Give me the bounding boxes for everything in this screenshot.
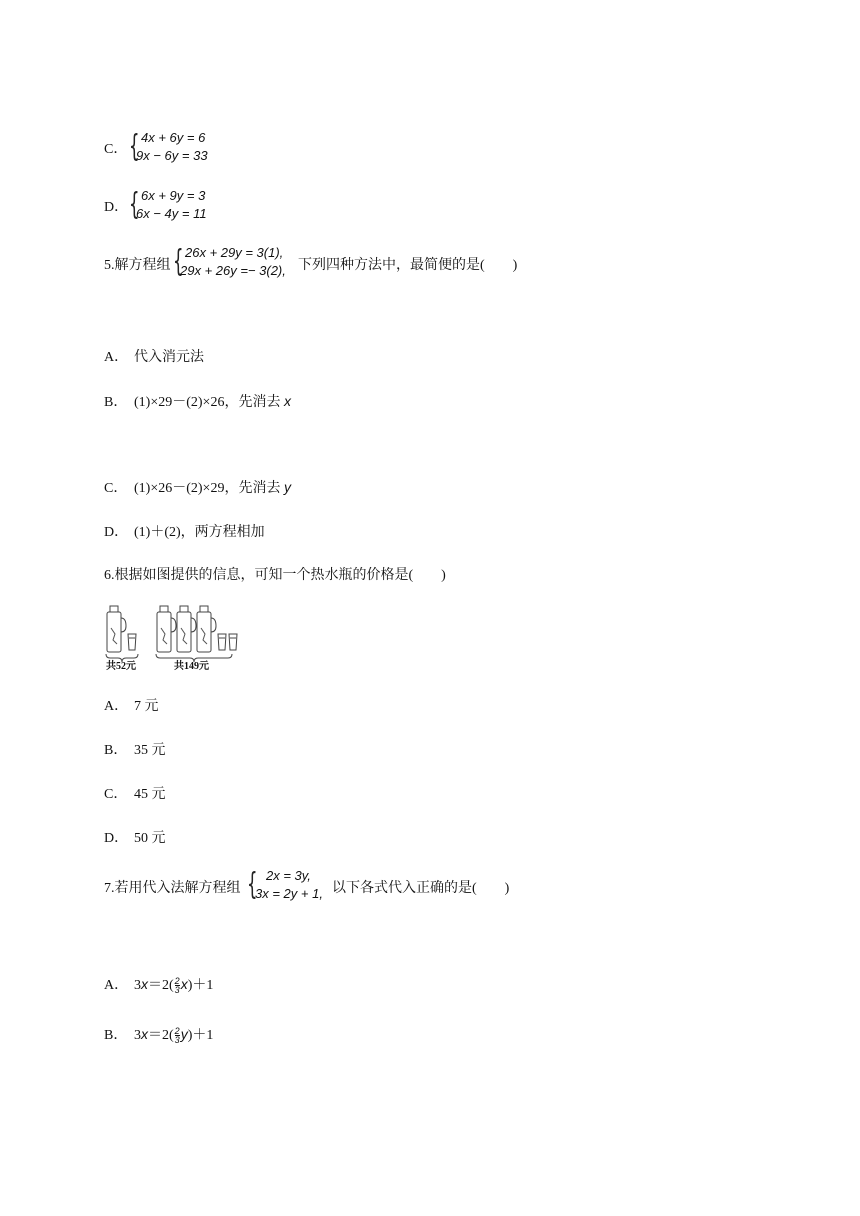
option-a-label: A． [104, 978, 129, 993]
option-b-label: B． [104, 395, 128, 410]
equation-line: 4x + 6y = 6 [141, 130, 206, 145]
option-d-label: D． [104, 525, 129, 540]
brace-icon: { [247, 867, 258, 902]
option-a-expression [134, 974, 213, 994]
option-c-label: C． [104, 142, 128, 157]
denominator: 3 [174, 1035, 180, 1046]
equation-line: 29x + 26y =− 3(2), [180, 263, 286, 278]
equation-line: 9x − 6y = 33 [136, 148, 208, 163]
option-b-text: 35 元 [134, 743, 166, 758]
question-7-prefix: 7.若用代入法解方程组 [104, 881, 241, 896]
option-a-label: A． [104, 699, 129, 714]
fraction [175, 977, 180, 994]
brace-icon: { [129, 129, 140, 164]
denominator: 3 [174, 985, 180, 996]
equation-line: 2x = 3y, [266, 868, 311, 883]
question-7-suffix: 以下各式代入正确的是( ) [332, 881, 510, 896]
option-a-text: 代入消元法 [134, 350, 204, 365]
brace-icon: { [173, 244, 184, 279]
expr-part: ＝2( [148, 978, 174, 993]
brace-icon: { [129, 187, 140, 222]
option-text: (1)×26－(2)×29，先消去 [134, 481, 281, 496]
variable: x [180, 976, 188, 992]
option-b-label: B． [104, 743, 128, 758]
figure-caption-right: 共149元 [174, 661, 209, 672]
option-d-label: D． [104, 831, 129, 846]
expr-part: )＋1 [187, 978, 214, 993]
thermos-handle [121, 618, 126, 632]
question-5-prefix: 5.解方程组 [104, 258, 171, 273]
question-6-text: 6.根据如图提供的信息，可知一个热水瓶的价格是( ) [104, 568, 446, 583]
variable: x [141, 1026, 148, 1042]
thermos-figure [104, 604, 244, 674]
equation-line: 3x = 2y + 1, [255, 886, 323, 901]
expr-part: )＋1 [187, 1028, 214, 1043]
option-d-text: 50 元 [134, 831, 166, 846]
expr-part: ＝2( [148, 1028, 174, 1043]
option-c-label: C． [104, 787, 128, 802]
equation-line: 6x + 9y = 3 [141, 188, 206, 203]
question-5-suffix: 下列四种方法中，最简便的是( ) [298, 258, 518, 273]
variable: y [283, 479, 291, 495]
variable: x [283, 393, 291, 409]
option-b-text [134, 391, 291, 411]
figure-caption-left: 共52元 [106, 661, 136, 672]
option-d-label: D． [104, 200, 129, 215]
numerator: 2 [174, 1026, 180, 1037]
cup-icon [128, 634, 136, 650]
thermos-row [157, 606, 216, 652]
option-b-expression [134, 1024, 213, 1044]
option-a-label: A． [104, 350, 129, 365]
variable: y [180, 1026, 188, 1042]
equation-line: 26x + 29y = 3(1), [185, 245, 284, 260]
thermos-cap [110, 606, 118, 612]
equation-line: 6x − 4y = 11 [136, 206, 207, 221]
option-c-text: 45 元 [134, 787, 166, 802]
option-text: (1)×29－(2)×26，先消去 [134, 395, 281, 410]
variable: x [141, 976, 148, 992]
option-c-text [134, 477, 291, 497]
expr-part: 3 [134, 1028, 141, 1043]
option-d-text: (1)＋(2)，两方程相加 [134, 525, 265, 540]
expr-part: 3 [134, 978, 141, 993]
numerator: 2 [174, 976, 180, 987]
option-c-label: C． [104, 481, 128, 496]
option-a-text: 7 元 [134, 699, 159, 714]
fraction [175, 1027, 180, 1044]
option-b-label: B． [104, 1028, 128, 1043]
